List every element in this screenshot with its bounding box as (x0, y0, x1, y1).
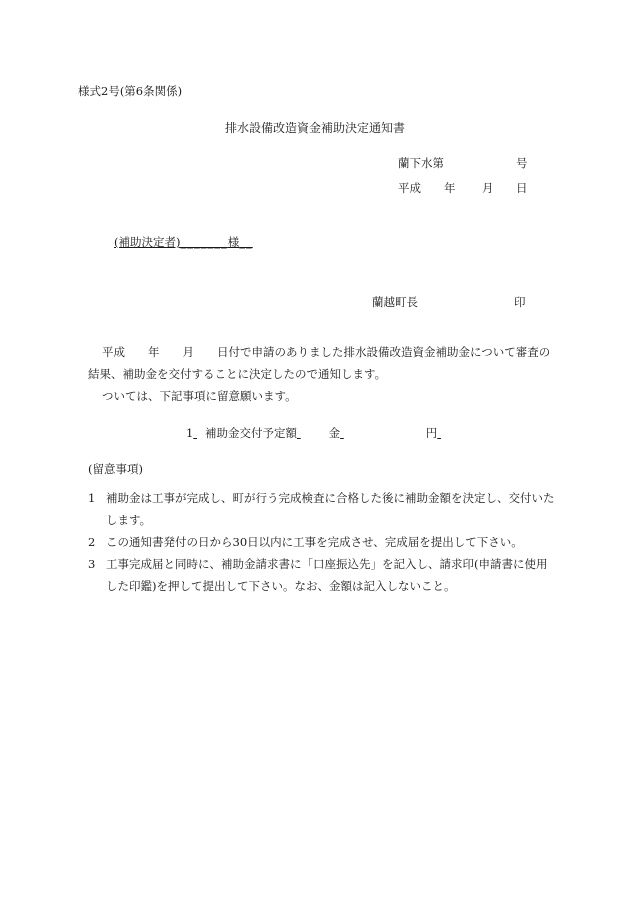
addressee-honorific: 様 (227, 235, 240, 249)
amount-label: 補助金交付予定額 (204, 426, 297, 440)
note-text: 工事完成届と同時に、補助金請求書に「口座振込先」を記入し、請求印(申請書に使用した印鑑)を押して提出して下さい。なお、金額は記入しないこと。 (106, 557, 548, 593)
amount-item-number: 1 (186, 426, 194, 440)
form-number: 様式2号(第6条関係) (78, 84, 183, 98)
subsidy-amount-line (186, 427, 445, 441)
addressee: (補助決定者)_______様__ (114, 235, 253, 249)
addressee-name: (補助決定者) (114, 235, 181, 249)
note-text: 補助金は工事が完成し、町が行う完成検査に合格した後に補助金額を決定し、交付いたします。 (106, 491, 555, 527)
seal-mark: 印 (514, 295, 526, 309)
date-era: 平成 (398, 181, 421, 195)
document-title: 排水設備改造資金補助決定通知書 (224, 121, 405, 135)
notes-list (88, 487, 558, 597)
notice-body (88, 341, 558, 407)
date-year-unit: 年 (444, 181, 456, 195)
note-number: 2 (88, 535, 96, 549)
date-day-unit: 日 (516, 181, 528, 195)
note-number: 3 (88, 557, 96, 571)
amount-unit: 円 (425, 426, 438, 440)
document-number-prefix: 蘭下水第 (398, 156, 444, 170)
amount-prefix: 金 (328, 426, 341, 440)
issuer (372, 295, 526, 310)
note-item (88, 531, 558, 553)
note-number: 1 (88, 491, 96, 505)
note-item (88, 487, 558, 531)
note-item (88, 553, 558, 597)
notes-heading: (留意事項) (88, 462, 143, 476)
note-text: この通知書発付の日から30日以内に工事を完成させ、完成届を提出して下さい。 (106, 535, 523, 549)
date-month-unit: 月 (482, 181, 494, 195)
notice-paragraph: 平成 年 月 日付で申請のありました排水設備改造資金補助金について審査の結果、補助金を交付することに決定したので通知します。 (88, 345, 551, 381)
issuer-name: 蘭越町長 (372, 295, 418, 309)
document-number-suffix: 号 (516, 156, 528, 170)
addressee-blank: _______ (180, 235, 228, 249)
document-number (398, 156, 528, 171)
notice-paragraph-2: ついては、下記事項に留意願います。 (102, 389, 297, 403)
